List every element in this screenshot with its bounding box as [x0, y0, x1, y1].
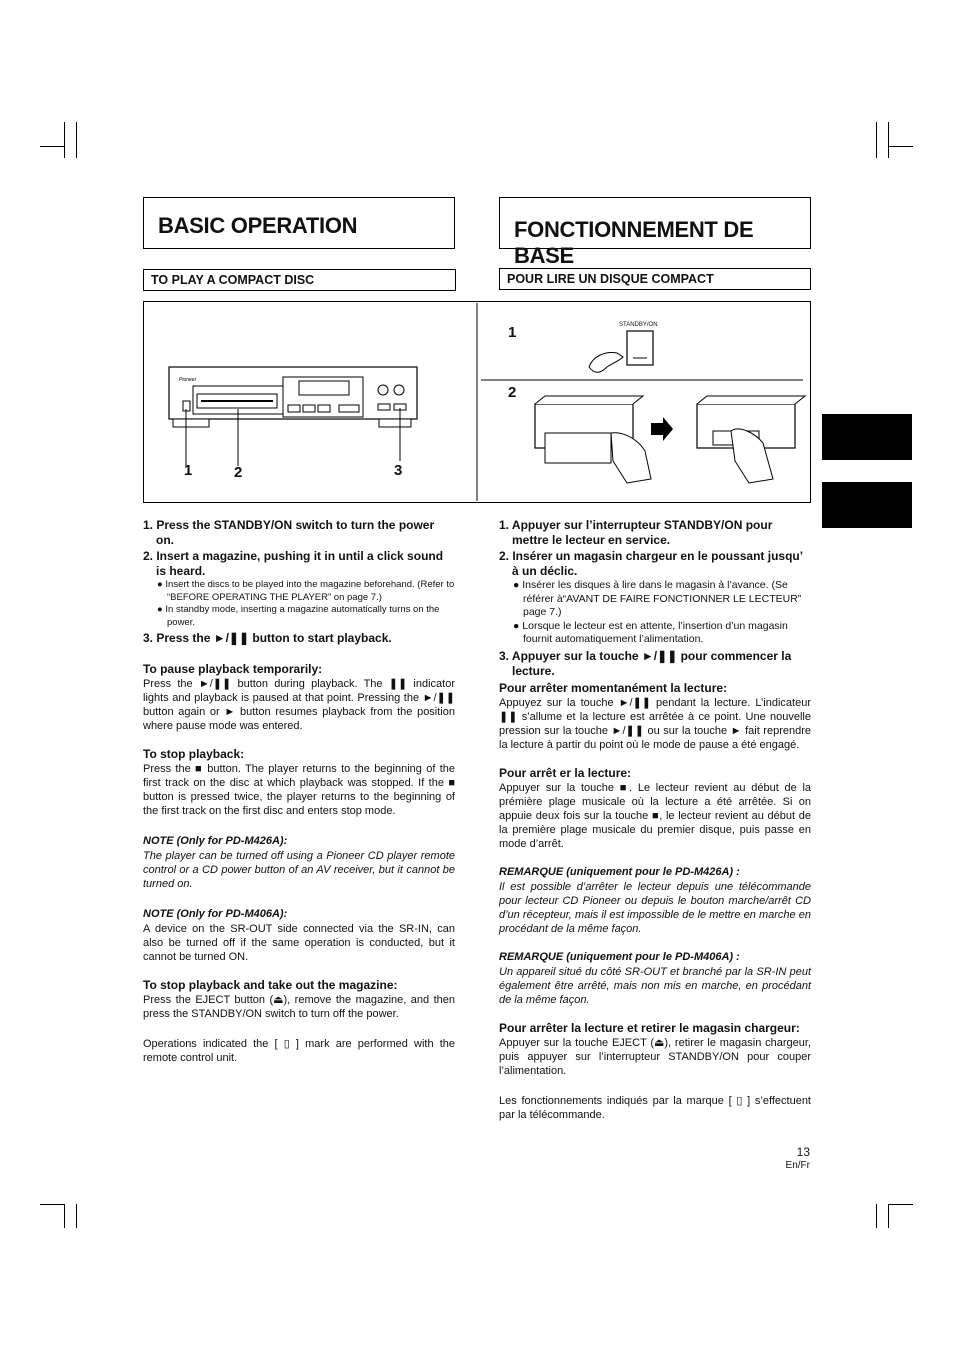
title-box-en — [143, 197, 455, 249]
crop-mark — [888, 1204, 889, 1228]
pause-heading-fr: Pour arrêter momentanément la lecture: — [499, 680, 728, 695]
crop-mark — [40, 146, 65, 147]
bullet-2-en: ● In standby mode, inserting a magazine automatically turns on the power. — [157, 604, 440, 628]
bullet-2-fr: ● Lorsque le lecteur est en attente, l’insertion d’un magasin fournit automatiquement l’alimentation. — [513, 619, 788, 645]
stop-text-en: Press the ■ button. The player returns to the beginning of the first track on the disc at which playback was stopped. If the ■ button is pressed twice, the player returns to the beginning of the first track on the first disc and enters stop mode. — [143, 763, 455, 817]
crop-mark — [64, 122, 65, 158]
callout-1-left: 1 — [184, 462, 193, 479]
svg-text:Pioneer: Pioneer — [179, 377, 197, 383]
eject-text-en: Press the EJECT button (⏏), remove the magazine, and then press the STANDBY/ON switch to turn off the power. — [143, 994, 455, 1020]
step-1-fr: 1. Appuyer sur l’interrupteur STANDBY/ON pour mettre le lecteur en service. — [499, 518, 773, 547]
crop-mark — [888, 1204, 913, 1205]
french-column — [499, 518, 811, 1122]
step-2-en: 2. Insert a magazine, pushing it in until a click sound is heard. — [143, 549, 444, 578]
callout-1-right: 1 — [508, 324, 517, 341]
stop-text-fr: Appuyer sur la touche ■. Le lecteur revient au début de la prémière plage musicale où la lecture a été arrêtée. Si on appuie deux fois sur la touche ■, le lecteur revient au début de la première plage musicale du premier disque, puis passe en mode d’arrêt. — [499, 781, 811, 850]
crop-mark — [64, 1204, 65, 1228]
pause-text-en: Press the ►/❚❚ button during playback. The ❚❚ indicator lights and playback is paused at that point. Pressing the ►/❚❚ button again or ► button resumes playback from the position where pause mode was entered. — [143, 678, 455, 732]
illustration-svg — [143, 301, 811, 503]
section-tab — [822, 482, 912, 528]
bullet-text: Insérer les disques à lire dans le magasin à l’avance. (Se référer à“AVANT DE FAIRE FONCTIONNER LE LECTEUR” page 7.) — [522, 579, 802, 618]
note1-heading-en: NOTE (Only for PD-M426A): — [143, 835, 288, 847]
note2-heading-en: NOTE (Only for PD-M406A): — [143, 908, 288, 920]
stop-heading-fr: Pour arrêt er la lecture: — [499, 765, 632, 780]
step-3-fr: 3. Appuyer sur la touche ►/❚❚ pour commencer la lecture. — [499, 648, 792, 678]
stop-heading-en: To stop playback: — [143, 747, 245, 761]
crop-mark — [888, 122, 889, 158]
eject-heading-fr: Pour arrêter la lecture et retirer le magasin chargeur: — [499, 1020, 800, 1035]
section-tab — [822, 414, 912, 460]
pause-heading-en: To pause playback temporarily: — [143, 662, 323, 676]
crop-mark — [76, 1204, 77, 1228]
crop-mark — [888, 146, 913, 147]
note1-text-fr: Il est possible d’arrêter le lecteur depuis une télécommande pour lecteur CD Pioneer ou depuis le bouton marche/arrêt CD d’un récepteur, mais il est impossible de le mettre en marche en procédant de la même façon. — [499, 880, 811, 935]
language-label: En/Fr — [785, 1160, 810, 1171]
pause-text-fr: Appuyez sur la touche ►/❚❚ pendant la lecture. L’indicateur ❚❚ s’allume et la lecture est arrêtée à ce point. Une nouvelle pression sur la touche ►/❚❚ ou sur la touche ► fait reprendre la lecture à partir du point où le mode de pause a été engagé. — [499, 696, 811, 751]
illustration-frame — [143, 301, 811, 503]
callout-2-left: 2 — [234, 464, 243, 481]
subtitle-box-fr — [499, 268, 811, 290]
bullet-1-fr: ● Insérer les disques à lire dans le magasin à l’avance. (Se référer à“AVANT DE FAIRE FONCTIONNER LE LECTEUR” page 7.) — [513, 579, 802, 618]
crop-mark — [876, 1204, 877, 1228]
note1-heading-fr: REMARQUE (uniquement pour le PD-M426A) : — [499, 865, 740, 878]
step-3-en: 3. Press the ►/❚❚ button to start playback. — [143, 631, 392, 645]
crop-mark — [40, 1204, 65, 1205]
note1-text-en: The player can be turned off using a Pioneer CD player remote control or a CD power button of an AV receiver, but it cannot be turned on. — [143, 850, 455, 890]
remote-text-en: Operations indicated the [ ▯ ] mark are performed with the remote control unit. — [143, 1038, 455, 1064]
page-title-fr: FONCTIONNEMENT DE BASE — [514, 217, 754, 268]
page-number: 13 — [796, 1145, 810, 1159]
page-title-en: BASIC OPERATION — [158, 213, 358, 238]
bullet-text: In standby mode, inserting a magazine automatically turns on the power. — [165, 604, 440, 628]
standby-label: STANDBY/ON — [619, 322, 658, 328]
eject-text-fr: Appuyer sur la touche EJECT (⏏), retirer le magasin chargeur, puis appuyer sur l’interrupteur STANDBY/ON pour couper l’alimentation. — [499, 1036, 811, 1077]
note2-heading-fr: REMARQUE (uniquement pour le PD-M406A) : — [499, 950, 740, 963]
step-1-en: 1. Press the STANDBY/ON switch to turn the power on. — [143, 518, 435, 547]
crop-mark — [876, 122, 877, 158]
remote-text-fr: Les fonctionnements indiqués par la marque [ ▯ ] s’effectuent par la télécommande. — [499, 1094, 811, 1121]
callout-2-right: 2 — [508, 384, 517, 401]
bullet-1-en: ● Insert the discs to be played into the magazine beforehand. (Refer to “BEFORE OPERATING THE PLAYER” on page 7.) — [157, 579, 455, 603]
section-subtitle-en: TO PLAY A COMPACT DISC — [151, 273, 315, 287]
bullet-text: Lorsque le lecteur est en attente, l’insertion d’un magasin fournit automatiquement l’alimentation. — [522, 619, 788, 645]
note2-text-fr: Un appareil situé du côté SR-OUT et branché par la SR-IN peut également être arrêté, mais non mis en marche, en procédant de la même façon. — [499, 965, 811, 1006]
crop-mark — [76, 122, 77, 158]
callout-3-left: 3 — [394, 462, 403, 479]
eject-heading-en: To stop playback and take out the magazine: — [143, 978, 398, 992]
title-box-fr — [499, 197, 811, 268]
subtitle-box-en — [143, 269, 456, 291]
section-subtitle-fr: POUR LIRE UN DISQUE COMPACT — [507, 272, 714, 286]
note2-text-en: A device on the SR-OUT side connected via the SR-IN, can also be turned off if the same operation is conducted, but it cannot be turned ON. — [143, 923, 455, 963]
cd-player-drawing — [169, 367, 417, 466]
step-2-fr: 2. Insérer un magasin chargeur en le poussant jusqu’ à un déclic. — [499, 549, 803, 578]
bullet-text: Insert the discs to be played into the magazine beforehand. (Refer to “BEFORE OPERATING THE PLAYER” on page 7.) — [165, 579, 455, 603]
english-column — [143, 518, 455, 1065]
